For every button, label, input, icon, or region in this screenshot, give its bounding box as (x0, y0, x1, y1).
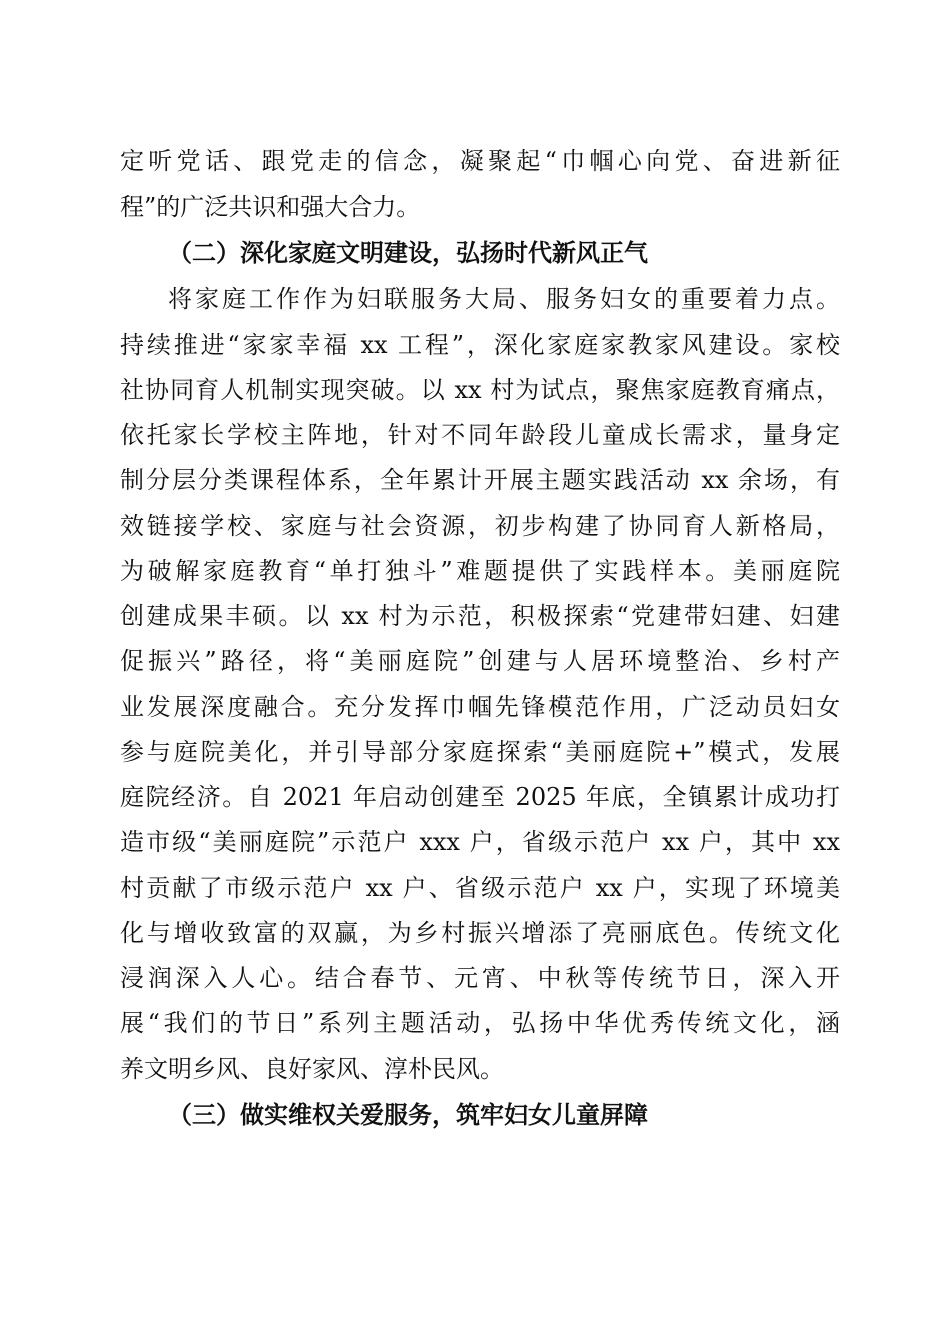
section-2-heading: （二）深化家庭文明建设，弘扬时代新风正气 (168, 238, 648, 267)
paragraph-line: 化与增收致富的双赢，为乡村振兴增添了亮丽底色。传统文化 (120, 919, 840, 947)
paragraph-line: 将家庭工作作为妇联服务大局、服务妇女的重要着力点。 (168, 285, 840, 313)
section-3-heading: （三）做实维权关爱服务，筑牢妇女儿童屏障 (168, 1100, 648, 1129)
paragraph-line: 社协同育人机制实现突破。以 xx 村为试点，聚焦家庭教育痛点， (120, 376, 840, 404)
paragraph-line: 村贡献了市级示范户 xx 户、省级示范户 xx 户，实现了环境美 (120, 874, 840, 902)
paragraph-line: 持续推进“家家幸福 xx 工程”，深化家庭家教家风建设。家校 (120, 331, 840, 359)
continuation-line-1: 定听党话、跟党走的信念，凝聚起“巾帼心向党、奋进新征 (120, 147, 840, 175)
paragraph-line: 制分层分类课程体系，全年累计开展主题实践活动 xx 余场，有 (120, 466, 840, 494)
paragraph-line: 造市级“美丽庭院”示范户 xxx 户，省级示范户 xx 户，其中 xx (120, 828, 840, 856)
paragraph-line: 效链接学校、家庭与社会资源，初步构建了协同育人新格局， (120, 512, 840, 540)
paragraph-line: 创建成果丰硕。以 xx 村为示范，积极探索“党建带妇建、妇建 (120, 602, 840, 630)
paragraph-line: 业发展深度融合。充分发挥巾帼先锋模范作用，广泛动员妇女 (120, 693, 840, 721)
paragraph-line: 依托家长学校主阵地，针对不同年龄段儿童成长需求，量身定 (120, 421, 840, 449)
paragraph-line: 为破解家庭教育“单打独斗”难题提供了实践样本。美丽庭院 (120, 557, 840, 585)
paragraph-line: 养文明乡风、良好家风、淳朴民风。 (120, 1055, 504, 1083)
paragraph-line: 浸润深入人心。结合春节、元宵、中秋等传统节日，深入开 (120, 964, 840, 992)
continuation-line-2: 程”的广泛共识和强大合力。 (120, 193, 421, 221)
paragraph-line: 展“我们的节日”系列主题活动，弘扬中华优秀传统文化，涵 (120, 1009, 840, 1037)
paragraph-line: 促振兴”路径，将“美丽庭院”创建与人居环境整治、乡村产 (120, 647, 840, 675)
paragraph-line: 庭院经济。自 2021 年启动创建至 2025 年底，全镇累计成功打 (120, 783, 840, 811)
paragraph-line: 参与庭院美化，并引导部分家庭探索“美丽庭院+”模式，发展 (120, 738, 840, 766)
